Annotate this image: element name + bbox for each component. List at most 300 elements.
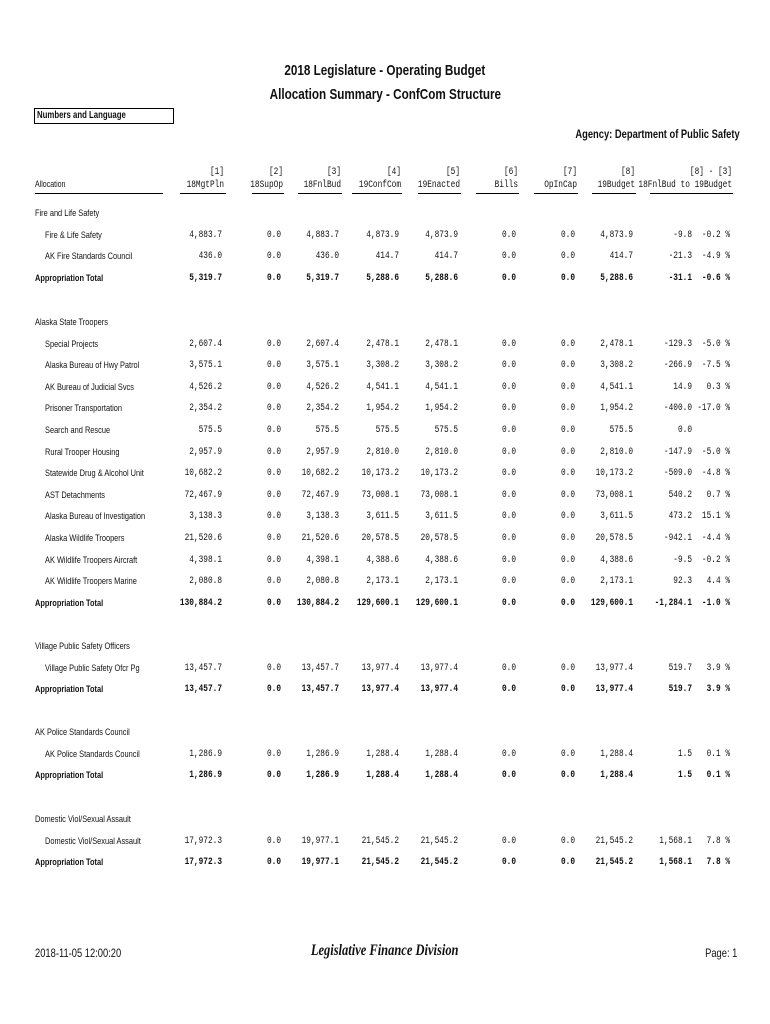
row-value: 13,457.7 — [301, 684, 339, 696]
row-label: AST Detachments — [45, 489, 105, 501]
row-value: 2,607.4 — [306, 338, 339, 350]
row-value: -21.3 — [668, 251, 692, 263]
row-value: 0.0 — [560, 533, 575, 544]
row-value: 4,398.1 — [306, 554, 339, 566]
row-value: 1,288.4 — [425, 770, 458, 782]
row-label: AK Wildlife Troopers Marine — [45, 576, 137, 588]
row-value: 575.5 — [315, 425, 339, 436]
row-value: 3.9 % — [706, 684, 730, 696]
row-value: 2,957.9 — [306, 446, 339, 458]
row-value: 0.0 — [560, 576, 575, 588]
column-header-underline — [298, 193, 342, 194]
row-value: 4,873.9 — [600, 229, 633, 241]
group-heading-label: Village Public Safety Officers — [35, 641, 130, 652]
row-value: 0.0 — [501, 360, 516, 372]
row-label: Prisoner Transportation — [45, 403, 123, 415]
row-value: -509.0 — [663, 468, 692, 480]
row-value: 0.0 — [501, 533, 516, 544]
row-value: -4.4 % — [701, 533, 730, 544]
row-value: 72,467.9 — [184, 489, 222, 501]
row-label: Domestic Viol/Sexual Assault — [45, 835, 141, 847]
row-value: 2,478.1 — [600, 338, 633, 350]
row-value: 0.0 — [560, 597, 575, 609]
row-value: 1,288.4 — [366, 748, 399, 760]
row-value: -266.9 — [663, 360, 692, 372]
column-header-underline — [418, 193, 461, 194]
row-value: -5.0 % — [701, 338, 730, 350]
row-value: 4,388.6 — [366, 554, 399, 566]
row-value: 129,600.1 — [415, 597, 458, 609]
row-value: -1.0 % — [701, 597, 730, 609]
row-value — [660, 425, 730, 436]
table-row — [0, 360, 770, 374]
row-value: 1,568.1 — [659, 857, 692, 869]
row-value: 1,568.1 — [659, 835, 692, 847]
row-value: 0.0 — [560, 381, 575, 393]
row-value: -4.8 % — [701, 468, 730, 480]
row-value: 0.0 — [501, 857, 516, 869]
table-row — [0, 382, 770, 396]
row-value: 0.0 — [560, 360, 575, 372]
row-value: 1,288.4 — [600, 770, 633, 782]
footer-signature: Legislative Finance Division — [311, 942, 459, 959]
row-value: 575.5 — [198, 425, 222, 436]
row-value: 1,954.2 — [366, 403, 399, 415]
row-value: 414.7 — [434, 251, 458, 263]
row-value: 0.0 — [501, 381, 516, 393]
row-value: 0.0 — [560, 511, 575, 523]
column-name: 18FnlBud — [303, 180, 341, 191]
column-number: [3] — [326, 167, 341, 178]
row-value: 0.0 — [560, 425, 575, 436]
row-value: 0.0 — [501, 489, 516, 501]
row-value: 3,138.3 — [189, 511, 222, 523]
row-value: 0.0 — [266, 251, 281, 263]
row-value: 13,977.4 — [420, 684, 458, 696]
row-value: 0.0 — [501, 425, 516, 436]
row-value: 0.0 — [501, 403, 516, 415]
row-value: 0.0 — [266, 770, 281, 782]
row-value: 4,398.1 — [189, 554, 222, 566]
row-label: Alaska Wildlife Troopers — [45, 533, 125, 544]
row-value: 1,286.9 — [306, 748, 339, 760]
row-value: 0.0 — [560, 489, 575, 501]
group-heading — [0, 641, 770, 655]
row-value: 0.0 — [501, 446, 516, 458]
row-value: 13,977.4 — [361, 684, 399, 696]
row-value: 4,873.9 — [366, 229, 399, 241]
column-number: [1] — [209, 167, 224, 178]
row-value: 3,575.1 — [306, 360, 339, 372]
row-value: -942.1 — [663, 533, 692, 544]
row-value: 2,478.1 — [425, 338, 458, 350]
row-value: 4,541.1 — [600, 381, 633, 393]
column-name: OpInCap — [544, 180, 577, 191]
row-value: 10,173.2 — [420, 468, 458, 480]
row-value: 575.5 — [609, 425, 633, 436]
row-label: AK Police Standards Council — [45, 748, 140, 760]
row-value: 0.0 — [266, 748, 281, 760]
group-heading-label: Domestic Viol/Sexual Assault — [35, 814, 131, 825]
numbers-and-language-box: Numbers and Language — [34, 108, 174, 124]
row-value: 0.0 — [266, 554, 281, 566]
row-value: 0.0 — [501, 662, 516, 674]
row-value: 0.0 — [560, 468, 575, 480]
row-value: 0.0 — [501, 748, 516, 760]
row-value: 20,578.5 — [361, 533, 399, 544]
row-value: 4,526.2 — [306, 381, 339, 393]
column-name: 19Budget — [597, 180, 635, 191]
table-row — [0, 251, 770, 265]
row-value: 73,008.1 — [595, 489, 633, 501]
row-value: 2,607.4 — [189, 338, 222, 350]
row-value: 0.0 — [560, 272, 575, 284]
column-name: 18MgtPln — [186, 180, 224, 191]
row-value: 0.0 — [266, 381, 281, 393]
report-subtitle: Allocation Summary - ConfCom Structure — [269, 86, 501, 103]
row-value: 13,457.7 — [184, 684, 222, 696]
column-number: [2] — [268, 167, 283, 178]
row-value: 20,578.5 — [420, 533, 458, 544]
column-name: 18SupOp — [250, 180, 283, 191]
row-value: 21,545.2 — [595, 835, 633, 847]
row-value: 17,972.3 — [184, 835, 222, 847]
row-value: -9.8 — [673, 229, 692, 241]
row-value: 15.1 % — [701, 511, 730, 523]
row-value: 3,611.5 — [366, 511, 399, 523]
row-value: 0.0 — [266, 533, 281, 544]
row-label: Appropriation Total — [35, 857, 104, 869]
row-value: 7.8 % — [706, 857, 730, 869]
row-value: 0.0 — [560, 770, 575, 782]
row-label: Alaska Bureau of Investigation — [45, 511, 146, 523]
row-value: -0.2 % — [701, 554, 730, 566]
row-label: AK Fire Standards Council — [45, 251, 133, 263]
row-label: Alaska Bureau of Hwy Patrol — [45, 360, 140, 372]
row-value: 4,388.6 — [600, 554, 633, 566]
row-value: -0.2 % — [701, 229, 730, 241]
row-value: 1.5 — [677, 770, 692, 782]
column-number: [7] — [562, 167, 577, 178]
row-value: 0.1 % — [706, 770, 730, 782]
row-value: 0.0 — [266, 835, 281, 847]
row-value: 20,578.5 — [595, 533, 633, 544]
row-value: 0.0 — [266, 684, 281, 696]
row-value: 575.5 — [434, 425, 458, 436]
row-value: 3,308.2 — [600, 360, 633, 372]
column-number: [8] — [620, 167, 635, 178]
row-value: 21,545.2 — [420, 835, 458, 847]
row-value: 436.0 — [315, 251, 339, 263]
row-value: 2,810.0 — [425, 446, 458, 458]
row-value: 2,080.8 — [306, 576, 339, 588]
row-label: Appropriation Total — [35, 684, 104, 696]
row-label: AK Wildlife Troopers Aircraft — [45, 554, 138, 566]
row-value: 21,545.2 — [420, 857, 458, 869]
group-heading — [0, 208, 770, 222]
row-label: Appropriation Total — [35, 597, 104, 609]
row-value: 3,308.2 — [425, 360, 458, 372]
row-value: 2,080.8 — [189, 576, 222, 588]
table-row — [0, 468, 770, 482]
row-value: 4,388.6 — [425, 554, 458, 566]
table-row — [0, 511, 770, 525]
row-value: -7.5 % — [701, 360, 730, 372]
row-value: 0.0 — [560, 684, 575, 696]
row-value: 5,288.6 — [600, 272, 633, 284]
row-value: 4,883.7 — [306, 229, 339, 241]
row-value: 19,977.1 — [301, 857, 339, 869]
row-value: 0.0 — [501, 511, 516, 523]
row-value: 540.2 — [668, 489, 692, 501]
table-row — [0, 749, 770, 763]
row-value: 0.0 — [560, 857, 575, 869]
row-label: Statewide Drug & Alcohol Unit — [45, 468, 144, 480]
row-value: 0.0 — [266, 857, 281, 869]
row-label: Village Public Safety Ofcr Pg — [45, 662, 140, 674]
table-row — [0, 447, 770, 461]
row-value: 10,682.2 — [301, 468, 339, 480]
row-value: 0.0 — [501, 554, 516, 566]
row-value: 129,600.1 — [590, 597, 633, 609]
footer-page-number: Page: 1 — [704, 946, 737, 960]
column-header-underline — [180, 193, 226, 194]
row-value: 3,308.2 — [366, 360, 399, 372]
row-label: Appropriation Total — [35, 770, 104, 782]
row-value: 2,957.9 — [189, 446, 222, 458]
row-value: 10,173.2 — [595, 468, 633, 480]
row-value: -17.0 % — [697, 403, 730, 415]
agency-label: Agency: Department of Public Safety — [575, 127, 740, 141]
row-value: 0.0 — [560, 835, 575, 847]
appropriation-total-row — [0, 598, 770, 612]
row-value: 4,526.2 — [189, 381, 222, 393]
row-value: 1,288.4 — [425, 748, 458, 760]
row-label: Fire & Life Safety — [45, 229, 102, 241]
group-heading-label: Fire and Life Safety — [35, 208, 100, 219]
row-value: 3,611.5 — [600, 511, 633, 523]
row-value: 0.0 — [501, 338, 516, 350]
row-value: 4,541.1 — [366, 381, 399, 393]
row-value: 130,884.2 — [179, 597, 222, 609]
row-value: -5.0 % — [701, 446, 730, 458]
row-value: 17,972.3 — [184, 857, 222, 869]
row-value: -147.9 — [663, 446, 692, 458]
row-value: 0.0 — [266, 272, 281, 284]
row-value: 0.0 — [266, 489, 281, 501]
row-value: 0.0 — [501, 468, 516, 480]
row-value: 0.0 — [501, 251, 516, 263]
row-value: 13,977.4 — [595, 684, 633, 696]
appropriation-total-row — [0, 684, 770, 698]
row-value: 0.0 — [501, 576, 516, 588]
report-title: 2018 Legislature - Operating Budget — [284, 62, 486, 79]
table-row — [0, 425, 770, 439]
row-value: 1,288.4 — [600, 748, 633, 760]
row-value: 1,286.9 — [189, 770, 222, 782]
row-value: 2,810.0 — [600, 446, 633, 458]
row-value: -129.3 — [663, 338, 692, 350]
column-header-underline — [476, 193, 519, 194]
row-value: -1,284.1 — [654, 597, 692, 609]
row-value: 0.0 — [266, 338, 281, 350]
row-value: 13,457.7 — [184, 662, 222, 674]
row-value: 2,173.1 — [600, 576, 633, 588]
appropriation-total-row — [0, 857, 770, 871]
column-name: Bills — [494, 180, 518, 191]
row-value: -0.6 % — [701, 272, 730, 284]
column-header-underline — [534, 193, 578, 194]
row-value: 4,541.1 — [425, 381, 458, 393]
column-number: [8] - [3] — [689, 167, 732, 178]
row-value: 21,520.6 — [184, 533, 222, 544]
row-value: 21,520.6 — [301, 533, 339, 544]
row-value: 2,354.2 — [306, 403, 339, 415]
row-value: 575.5 — [375, 425, 399, 436]
row-value: 0.0 — [266, 446, 281, 458]
row-value: 0.0 — [501, 229, 516, 241]
row-value: 0.0 — [560, 446, 575, 458]
row-value: 2,173.1 — [366, 576, 399, 588]
row-value: 5,319.7 — [189, 272, 222, 284]
row-value: 519.7 — [668, 662, 692, 674]
row-value: 21,545.2 — [361, 857, 399, 869]
row-value: 3,611.5 — [425, 511, 458, 523]
row-value: 0.0 — [560, 338, 575, 350]
row-value: 0.0 — [677, 425, 692, 436]
row-value: 0.3 % — [706, 381, 730, 393]
row-value: 414.7 — [375, 251, 399, 263]
group-heading — [0, 727, 770, 741]
column-header-underline — [650, 193, 733, 194]
row-value: 0.0 — [266, 468, 281, 480]
table-row — [0, 490, 770, 504]
row-value: 0.0 — [501, 597, 516, 609]
row-value: 3,138.3 — [306, 511, 339, 523]
row-value: 5,288.6 — [425, 272, 458, 284]
row-value: -31.1 — [668, 272, 692, 284]
row-value: 0.0 — [560, 554, 575, 566]
row-value: 0.0 — [266, 403, 281, 415]
row-value: 0.0 — [266, 511, 281, 523]
row-value: 13,977.4 — [595, 662, 633, 674]
column-header-underline — [592, 193, 636, 194]
row-value: 1.5 — [677, 748, 692, 760]
row-value: -400.0 — [663, 403, 692, 415]
row-value: 0.0 — [560, 403, 575, 415]
row-value: 0.0 — [560, 251, 575, 263]
row-value: 0.0 — [266, 360, 281, 372]
row-value: 0.0 — [501, 835, 516, 847]
group-heading-label: AK Police Standards Council — [35, 727, 130, 738]
row-value: 1,286.9 — [306, 770, 339, 782]
row-value: 19,977.1 — [301, 835, 339, 847]
row-value: 7.8 % — [706, 835, 730, 847]
row-value: 4,873.9 — [425, 229, 458, 241]
row-value: 5,319.7 — [306, 272, 339, 284]
row-value: 2,354.2 — [189, 403, 222, 415]
row-value: 436.0 — [198, 251, 222, 263]
column-name: 18FnlBud to 19Budget — [638, 180, 733, 191]
column-name: 19Enacted — [417, 180, 460, 191]
table-row — [0, 555, 770, 569]
row-value: 0.0 — [266, 597, 281, 609]
row-value: 0.0 — [266, 229, 281, 241]
row-value: 473.2 — [668, 511, 692, 523]
row-value: 0.0 — [501, 770, 516, 782]
row-value: -9.5 — [673, 554, 692, 566]
row-value: 73,008.1 — [361, 489, 399, 501]
column-number: [6] — [503, 167, 518, 178]
row-value: 4,883.7 — [189, 229, 222, 241]
group-heading-label: Alaska State Troopers — [35, 317, 108, 328]
row-value: 14.9 — [673, 381, 692, 393]
row-value: 0.0 — [501, 684, 516, 696]
row-value: 21,545.2 — [361, 835, 399, 847]
row-label: Special Projects — [45, 338, 99, 350]
row-value: 0.0 — [266, 662, 281, 674]
row-value: 3.9 % — [706, 662, 730, 674]
row-value: 0.1 % — [706, 748, 730, 760]
allocation-column-header: Allocation — [35, 179, 66, 189]
table-row — [0, 403, 770, 417]
row-value: 3,575.1 — [189, 360, 222, 372]
row-value: 0.0 — [501, 272, 516, 284]
row-value: 13,977.4 — [361, 662, 399, 674]
row-value: 0.0 — [266, 425, 281, 436]
row-value: 414.7 — [609, 251, 633, 263]
group-heading — [0, 814, 770, 828]
table-row — [0, 230, 770, 244]
row-value: 129,600.1 — [356, 597, 399, 609]
appropriation-total-row — [0, 770, 770, 784]
column-name: 19ConfCom — [358, 180, 401, 191]
column-number: [5] — [445, 167, 460, 178]
row-value: 1,286.9 — [189, 748, 222, 760]
row-label: Search and Rescue — [45, 425, 111, 436]
row-value: 1,954.2 — [425, 403, 458, 415]
row-value: 0.7 % — [706, 489, 730, 501]
table-row — [0, 533, 770, 547]
row-value: 92.3 — [673, 576, 692, 588]
table-row — [0, 836, 770, 850]
table-row — [0, 663, 770, 677]
row-value: 72,467.9 — [301, 489, 339, 501]
row-value: 2,810.0 — [366, 446, 399, 458]
appropriation-total-row — [0, 273, 770, 287]
row-value: 519.7 — [668, 684, 692, 696]
row-label: Appropriation Total — [35, 272, 104, 284]
row-value: 5,288.6 — [366, 272, 399, 284]
row-value: 0.0 — [560, 229, 575, 241]
row-label: Rural Trooper Housing — [45, 446, 120, 458]
row-value: 73,008.1 — [420, 489, 458, 501]
row-value: 4.4 % — [706, 576, 730, 588]
row-value: 10,173.2 — [361, 468, 399, 480]
column-number: [4] — [386, 167, 401, 178]
row-value: 2,478.1 — [366, 338, 399, 350]
row-value: 13,977.4 — [420, 662, 458, 674]
row-value: 21,545.2 — [595, 857, 633, 869]
allocation-header-underline — [35, 193, 163, 194]
row-value: 1,288.4 — [366, 770, 399, 782]
row-value: 10,682.2 — [184, 468, 222, 480]
table-row — [0, 576, 770, 590]
row-value: 2,173.1 — [425, 576, 458, 588]
column-header-underline — [252, 193, 284, 194]
row-value: 1,954.2 — [600, 403, 633, 415]
footer-timestamp: 2018-11-05 12:00:20 — [35, 946, 122, 960]
